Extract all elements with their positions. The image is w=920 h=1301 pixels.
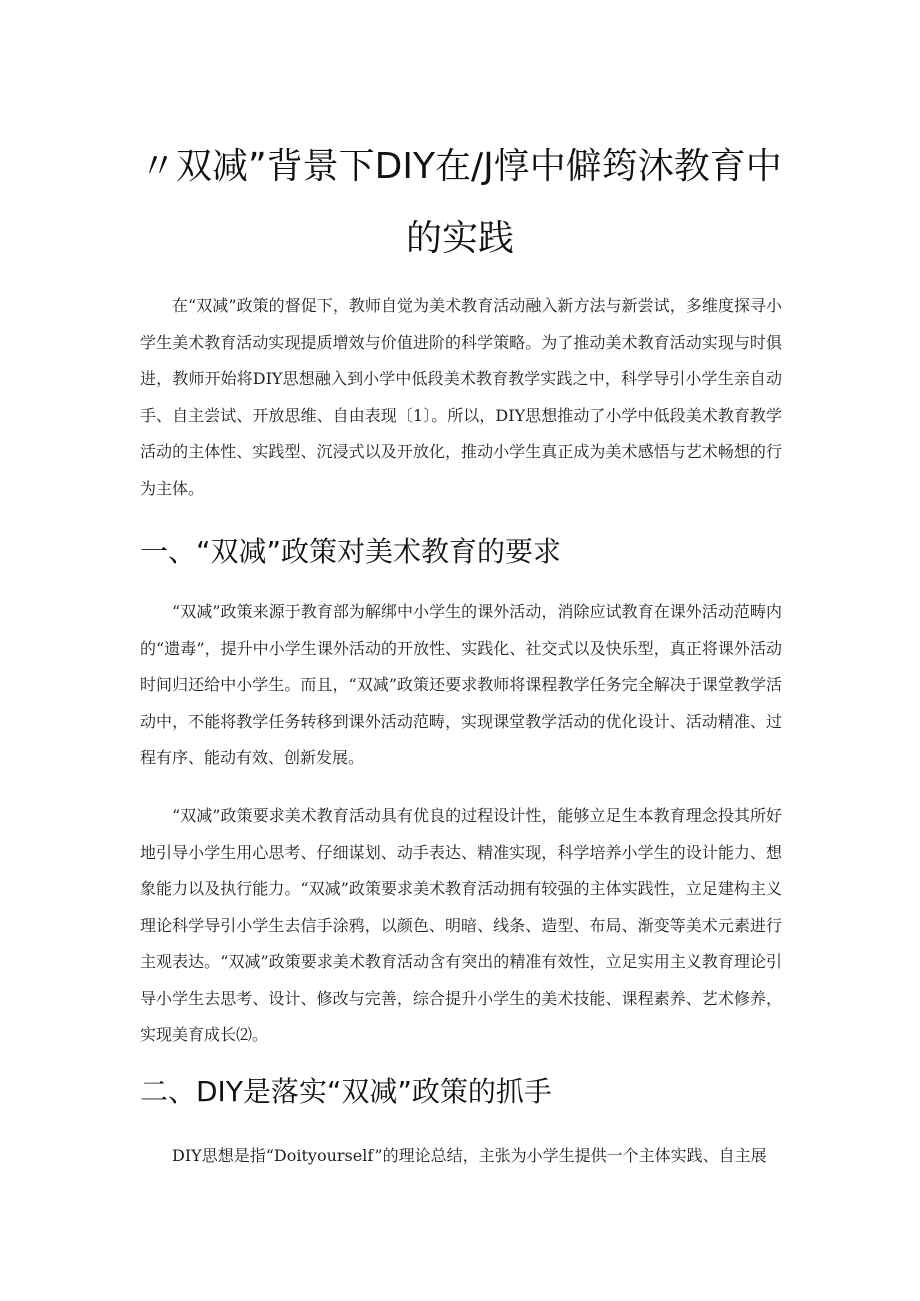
- section1-paragraph-1: “双减”政策来源于教育部为解绑中小学生的课外活动，消除应试教育在课外活动范畴内的“遗毒”，提升中小学生课外活动的开放性、实践化、社交式以及快乐型，真正将课外活动时间归还给中小学生。而且，“双减”政策还要求教师将课程教学任务完全解决于课堂教学活动中，不能将教学任务转移到课外活动范畴，实现课堂教学活动的优化设计、活动精准、过程有序、能动有效、创新发展。: [140, 602, 782, 767]
- section1-paragraph-2: “双减”政策要求美术教育活动具有优良的过程设计性，能够立足生本教育理念投其所好地引导小学生用心思考、仔细谋划、动手表达、精准实现，科学培养小学生的设计能力、想象能力以及执行能力。“双减”政策要求美术教育活动拥有较强的主体实践性，立足建构主义理论科学导引小学生去信手涂鸦，以颜色、明暗、线条、造型、布局、渐变等美术元素进行主观表达。“双减”政策要求美术教育活动含有突出的精准有效性，立足实用主义教育理论引导小学生去思考、设计、修改与完善，综合提升小学生的美术技能、课程素养、艺术修养，实现美育成长⑵。: [140, 806, 782, 1044]
- section-heading-2: 二、DIY是落实“双减”政策的抓手: [140, 1075, 552, 1108]
- document-title-line1: 〃双减”背景下DIY在/J惇中僻筠沐教育中: [140, 146, 782, 187]
- intro-paragraph: 在“双减”政策的督促下，教师自觉为美术教育活动融入新方法与新尝试，多维度探寻小学生美术教育活动实现提质增效与价值进阶的科学策略。为了推动美术教育活动实现与时俱进，教师开始将DIY思想融入到小学中低段美术教育教学实践之中，科学导引小学生亲自动手、自主尝试、开放思维、自由表现〔1〕。所以，DIY思想推动了小学中低段美术教育教学活动的主体性、实践型、沉浸式以及开放化，推动小学生真正成为美术感悟与艺术畅想的行为主体。: [140, 296, 782, 498]
- section-heading-1: 一、“双减”政策对美术教育的要求: [140, 535, 562, 568]
- document-title-line2: 的实践: [405, 218, 514, 259]
- section2-paragraph-1: DIY思想是指“Doityourself”的理论总结，主张为小学生提供一个主体实践、自主展: [172, 1146, 767, 1165]
